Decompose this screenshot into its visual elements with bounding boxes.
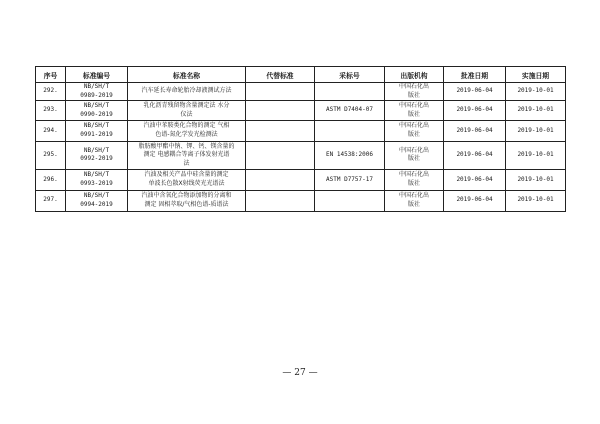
header-adopted: 采标号 (315, 67, 385, 83)
cell-standard-name: 汽油中苯胺类化合物的测定 气相 色谱-氮化学发光检测法 (128, 121, 246, 141)
header-name: 标准名称 (128, 67, 246, 83)
cell-seq: 297. (36, 190, 66, 211)
cell-approval-date: 2019-06-04 (444, 83, 506, 101)
cell-seq: 292. (36, 83, 66, 101)
header-seq: 序号 (36, 67, 66, 83)
cell-standard-code: NB/SH/T 0993-2019 (66, 170, 128, 190)
cell-adopted-standard (315, 190, 385, 211)
cell-seq: 294. (36, 121, 66, 141)
header-approval-date: 批准日期 (444, 67, 506, 83)
header-code: 标准编号 (66, 67, 128, 83)
cell-adopted-standard: ASTM D7404-07 (315, 101, 385, 121)
standards-table (35, 66, 566, 212)
cell-standard-code: NB/SH/T 0989-2019 (66, 83, 128, 101)
cell-standard-name: 汽油及相关产品中硅含量的测定 单波长色散X射线荧光光谱法 (128, 170, 246, 190)
cell-replaces (246, 170, 315, 190)
cell-effective-date: 2019-10-01 (506, 83, 566, 101)
cell-publisher: 中国石化出 版社 (385, 121, 444, 141)
cell-approval-date: 2019-06-04 (444, 121, 506, 141)
cell-replaces (246, 101, 315, 121)
cell-publisher: 中国石化出 版社 (385, 170, 444, 190)
cell-seq: 296. (36, 170, 66, 190)
table-row (36, 83, 566, 101)
cell-publisher: 中国石化出 版社 (385, 141, 444, 170)
page-number: — 27 — (282, 368, 318, 378)
cell-replaces (246, 121, 315, 141)
cell-adopted-standard (315, 83, 385, 101)
cell-standard-code: NB/SH/T 0990-2019 (66, 101, 128, 121)
cell-replaces (246, 141, 315, 170)
header-replaces: 代替标准 (246, 67, 315, 83)
header-publisher: 出版机构 (385, 67, 444, 83)
cell-replaces (246, 83, 315, 101)
table-row (36, 170, 566, 190)
table-row (36, 121, 566, 141)
header-effective-date: 实施日期 (506, 67, 566, 83)
cell-effective-date: 2019-10-01 (506, 141, 566, 170)
cell-effective-date: 2019-10-01 (506, 101, 566, 121)
cell-standard-name: 汽油中含氧化合物添加物的分离和 测定 固相萃取/气相色谱-质谱法 (128, 190, 246, 211)
cell-approval-date: 2019-06-04 (444, 190, 506, 211)
cell-publisher: 中国石化出 版社 (385, 101, 444, 121)
cell-approval-date: 2019-06-04 (444, 101, 506, 121)
cell-approval-date: 2019-06-04 (444, 141, 506, 170)
cell-replaces (246, 190, 315, 211)
cell-seq: 295. (36, 141, 66, 170)
cell-standard-name: 脂肪酸甲酯中钠、钾、钙、镁含量的 测定 电感耦合等离子体发射光谱 法 (128, 141, 246, 170)
cell-publisher: 中国石化出 版社 (385, 83, 444, 101)
cell-adopted-standard (315, 121, 385, 141)
cell-adopted-standard: ASTM D7757-17 (315, 170, 385, 190)
cell-standard-name: 汽车延长寿命轮胎冷却液测试方法 (128, 83, 246, 101)
cell-approval-date: 2019-06-04 (444, 170, 506, 190)
cell-adopted-standard: EN 14538:2006 (315, 141, 385, 170)
table-row (36, 141, 566, 170)
table-body (36, 83, 566, 212)
cell-effective-date: 2019-10-01 (506, 170, 566, 190)
table-header-row (36, 67, 566, 83)
table-row (36, 190, 566, 211)
cell-standard-code: NB/SH/T 0992-2019 (66, 141, 128, 170)
cell-publisher: 中国石化出 版社 (385, 190, 444, 211)
cell-seq: 293. (36, 101, 66, 121)
table-row (36, 101, 566, 121)
cell-standard-name: 乳化沥青残留物含量测定法 水分 仪法 (128, 101, 246, 121)
cell-standard-code: NB/SH/T 0991-2019 (66, 121, 128, 141)
cell-effective-date: 2019-10-01 (506, 190, 566, 211)
cell-effective-date: 2019-10-01 (506, 121, 566, 141)
cell-standard-code: NB/SH/T 0994-2019 (66, 190, 128, 211)
